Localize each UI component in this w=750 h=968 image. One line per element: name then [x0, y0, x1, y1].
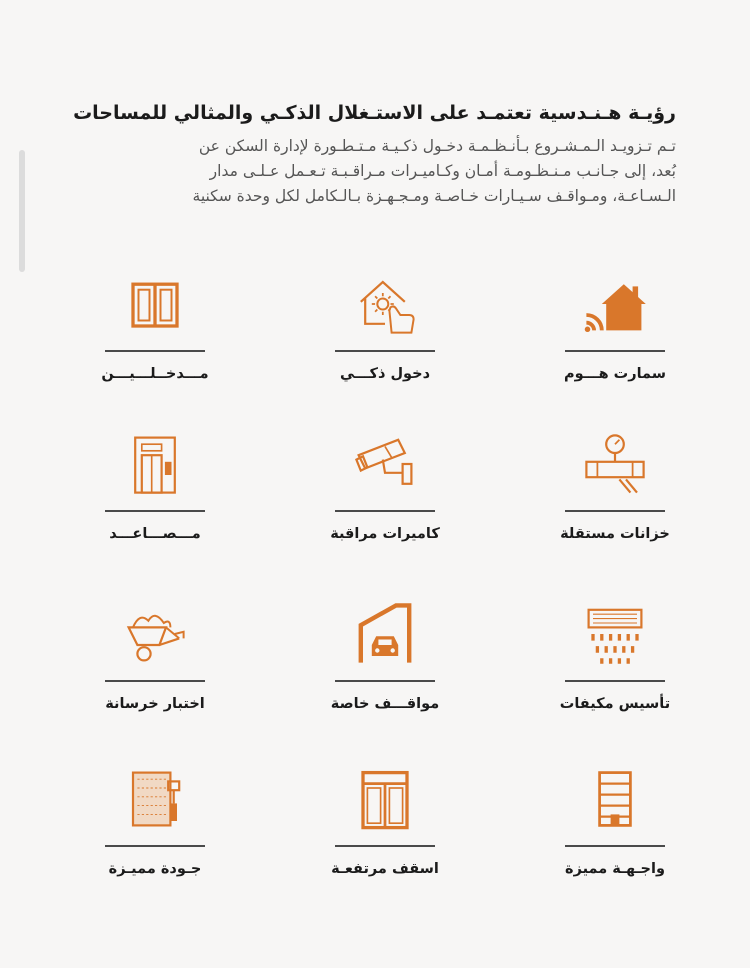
feature-concrete-test — [90, 598, 220, 728]
feature-smart-entry — [320, 268, 450, 398]
divider — [565, 845, 665, 847]
scroll-indicator[interactable] — [19, 150, 25, 272]
feature-label: مـــدخــلـــيـــن — [101, 365, 209, 382]
feature-label: اسقف مرتفعـة — [331, 860, 439, 877]
smart-entry-icon — [352, 271, 418, 337]
feature-building-facade — [550, 763, 680, 893]
feature-label: سمارت هـــوم — [563, 365, 667, 382]
description-line-1: تـم تـزويـد الـمـشـروع بـأنـظـمـة دخـول ذكـيـة مـتـطـورة لإدارة السكن عن — [198, 137, 676, 155]
divider — [105, 680, 205, 682]
description-line-2: بُعد، إلى جـانـب مـنـظـومـة أمـان وكـاميـرات مـراقـبـة تـعـمل عـلـى مدار — [209, 162, 676, 180]
smart-home-icon — [582, 271, 648, 337]
double-door-icon — [122, 271, 188, 337]
feature-elevator — [90, 428, 220, 558]
feature-water-tank — [550, 428, 680, 558]
header — [60, 100, 676, 209]
feature-high-ceiling — [320, 763, 450, 893]
feature-label: كاميرات مراقبة — [330, 525, 440, 542]
building-facade-icon — [582, 766, 648, 832]
feature-label: مواقـــف خاصة — [330, 695, 440, 712]
quality-finish-icon — [122, 766, 188, 832]
feature-label: خزانات مستقلة — [560, 525, 670, 542]
divider — [105, 350, 205, 352]
divider — [565, 350, 665, 352]
description-line-3: الـسـاعـة، ومـواقـف سـيـارات خـاصـة ومـجـهـزة بـالـكامل لكل وحدة سكنية — [192, 187, 676, 205]
elevator-icon — [122, 431, 188, 497]
feature-label: مـــصـــاعـــد — [109, 525, 201, 542]
feature-private-parking — [320, 598, 450, 728]
divider — [335, 350, 435, 352]
feature-label: تأسيس مكيفات — [559, 695, 671, 712]
feature-quality-finish — [90, 763, 220, 893]
feature-security-camera — [320, 428, 450, 558]
water-tank-icon — [582, 431, 648, 497]
private-parking-icon — [352, 601, 418, 667]
feature-label: اختبار خرسانة — [105, 695, 205, 712]
page-title: رؤيـة هـنـدسية تعتمـد على الاستـغلال الذكـي والمثالي للمساحات — [73, 102, 676, 124]
divider — [565, 680, 665, 682]
divider — [335, 680, 435, 682]
feature-double-door — [90, 268, 220, 398]
description — [60, 134, 676, 209]
divider — [105, 845, 205, 847]
feature-label: دخول ذكـــي — [339, 365, 431, 382]
air-conditioner-icon — [582, 601, 648, 667]
feature-air-conditioner — [550, 598, 680, 728]
features-grid — [80, 268, 680, 918]
security-camera-icon — [352, 431, 418, 497]
feature-label: واجـهـة مميزة — [565, 860, 665, 877]
high-ceiling-window-icon — [352, 766, 418, 832]
divider — [335, 845, 435, 847]
divider — [565, 510, 665, 512]
divider — [105, 510, 205, 512]
concrete-wheelbarrow-icon — [122, 601, 188, 667]
feature-label: جـودة مميـزة — [108, 860, 202, 877]
feature-smart-home — [550, 268, 680, 398]
divider — [335, 510, 435, 512]
